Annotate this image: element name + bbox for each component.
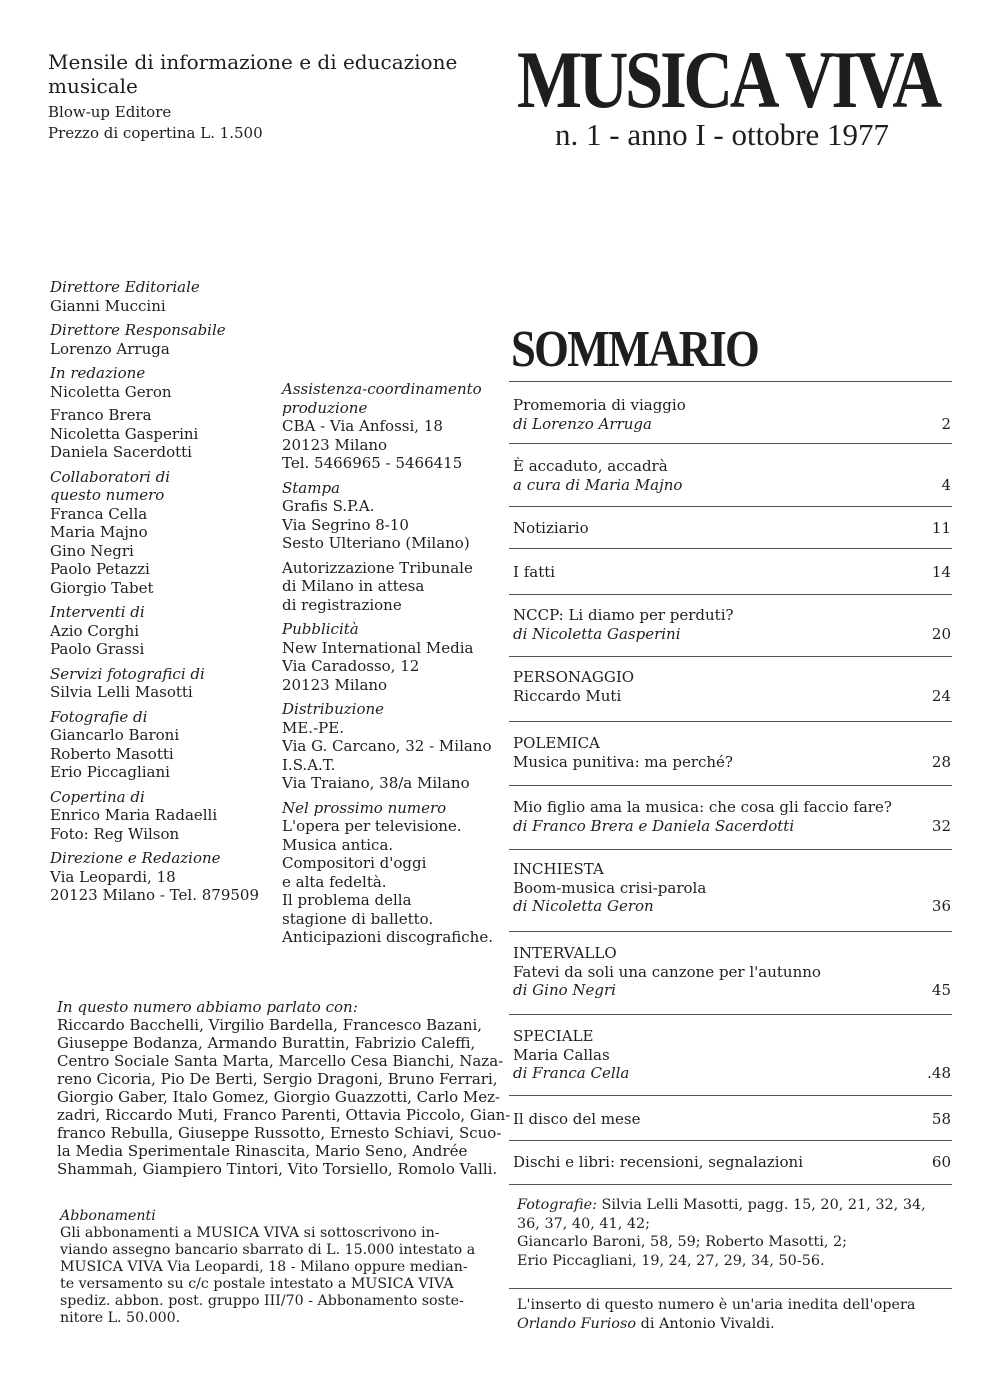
- entry-title: Fatevi da soli una canzone per l'autunno: [513, 962, 821, 981]
- entry-title: Musica punitiva: ma perché?: [513, 752, 733, 771]
- entry-section: INCHIESTA: [513, 860, 604, 878]
- credit-role: Direzione e Redazione: [50, 849, 221, 867]
- credit-direzione-redazione: [50, 849, 280, 905]
- credit-role: In redazione: [50, 364, 146, 382]
- entry-author: di Nicoletta Gasperini: [513, 624, 681, 643]
- credit-name: Paolo Petazzi: [50, 560, 150, 578]
- credit-name: Silvia Lelli Masotti: [50, 683, 193, 701]
- credit-redazione: [50, 364, 280, 462]
- credit-line: Sesto Ulteriano (Milano): [282, 534, 470, 552]
- credit-role: Nel prossimo numero: [282, 798, 447, 817]
- credit-fotografie: [50, 708, 280, 782]
- credit-line: stagione di balletto.: [282, 909, 434, 928]
- contents-entry[interactable]: [513, 396, 951, 433]
- credit-line: Compositori d'oggi: [282, 854, 427, 872]
- credit-role: Assistenza-coordinamento: [282, 380, 482, 398]
- credit-name: Paolo Grassi: [50, 640, 145, 658]
- interviewees-line: Giorgio Gaber, Italo Gomez, Giorgio Guazzotti, Carlo Mez-: [57, 1088, 501, 1106]
- credit-line: Via G. Carcano, 32 - Milano: [282, 737, 492, 755]
- cover-price: Prezzo di copertina L. 1.500: [48, 124, 263, 142]
- credit-line: e alta fedeltà.: [282, 872, 387, 891]
- credit-line: Tel. 5466965 - 5466415: [282, 454, 463, 472]
- contents-entry[interactable]: [513, 1110, 951, 1129]
- credit-name: Azio Corghi: [50, 621, 140, 640]
- insert-note: [517, 1296, 953, 1333]
- entry-title: Notiziario: [513, 519, 589, 537]
- credit-line: New International Media: [282, 638, 474, 657]
- credits-column-1: [50, 278, 280, 911]
- credit-autorizzazione: [282, 559, 507, 615]
- entry-title: Mio figlio ama la musica: che cosa gli faccio fare?: [513, 798, 892, 816]
- contents-entry[interactable]: [513, 563, 951, 582]
- entry-section: POLEMICA: [513, 734, 600, 752]
- insert-note-line: di Antonio Vivaldi.: [636, 1315, 775, 1332]
- credit-name: Giancarlo Baroni: [50, 726, 180, 744]
- credit-direttore-editoriale: [50, 278, 280, 315]
- photo-credits-line: Silvia Lelli Masotti, pagg. 15, 20, 21, 32, 34,: [596, 1197, 926, 1213]
- credit-role: Interventi di: [50, 603, 145, 621]
- interviewees-line: franco Rebulla, Giuseppe Russotto, Ernesto Schiavi, Scuo-: [57, 1124, 502, 1142]
- subscriptions-line: spediz. abbon. post. gruppo III/70 - Abbonamento soste-: [60, 1293, 464, 1309]
- divider: [509, 506, 952, 507]
- contents-entry[interactable]: [513, 860, 951, 916]
- divider: [509, 1140, 952, 1141]
- credit-name: Daniela Sacerdotti: [50, 443, 192, 461]
- issue-line: n. 1 - anno I - ottobre 1977: [555, 117, 890, 152]
- credit-prossimo-numero: [282, 799, 507, 947]
- divider: [509, 656, 952, 657]
- credit-role: Copertina di: [50, 787, 145, 806]
- entry-title: Il disco del mese: [513, 1110, 641, 1128]
- divider: [509, 849, 952, 850]
- contents-entry[interactable]: [513, 944, 951, 1000]
- entry-title: Maria Callas: [513, 1045, 610, 1064]
- entry-page: 14: [931, 563, 951, 581]
- contents-entry[interactable]: [513, 1153, 951, 1172]
- subscriptions-section: [60, 1208, 496, 1327]
- interviewees-line: la Media Sperimentale Rinascita, Mario Seno, Andrée: [57, 1142, 468, 1160]
- contents-entry[interactable]: [513, 457, 951, 494]
- entry-author: di Franca Cella: [513, 1064, 630, 1082]
- credit-line: ME.-PE.: [282, 718, 344, 737]
- divider: [509, 1288, 952, 1289]
- credit-name: Franca Cella: [50, 504, 148, 523]
- credit-role: Fotografie di: [50, 707, 148, 726]
- credit-role: Pubblicità: [282, 620, 359, 638]
- credit-role: produzione: [282, 398, 368, 417]
- interviewees-line: reno Cicoria, Pio De Berti, Sergio Dragoni, Bruno Ferrari,: [57, 1070, 498, 1088]
- divider: [509, 548, 952, 549]
- photo-credits-line: 36, 37, 40, 41, 42;: [517, 1215, 651, 1232]
- entry-title: I fatti: [513, 563, 556, 581]
- credit-name: Maria Majno: [50, 523, 148, 541]
- credit-name: Roberto Masotti: [50, 744, 174, 763]
- credit-copertina: [50, 788, 280, 844]
- interviewees-heading: In questo numero abbiamo parlato con:: [57, 998, 358, 1016]
- credit-line: CBA - Via Anfossi, 18: [282, 417, 443, 435]
- entry-section: SPECIALE: [513, 1027, 594, 1045]
- credits-column-2: [282, 380, 507, 953]
- divider: [509, 721, 952, 722]
- divider: [509, 785, 952, 786]
- credit-role: Distribuzione: [282, 700, 385, 718]
- contents-entry[interactable]: [513, 734, 951, 771]
- credit-line: di registrazione: [282, 595, 402, 614]
- entry-author: a cura di Maria Majno: [513, 475, 683, 494]
- subscriptions-line: nitore L. 50.000.: [60, 1310, 181, 1326]
- subscriptions-heading: Abbonamenti: [60, 1208, 156, 1224]
- credit-name: Nicoletta Gasperini: [50, 424, 199, 443]
- contents-title: SOMMARIO: [511, 321, 759, 378]
- credit-name: Franco Brera: [50, 406, 152, 424]
- credit-name: Enrico Maria Radaelli: [50, 806, 218, 824]
- credit-name: Lorenzo Arruga: [50, 339, 170, 358]
- photo-credits-label: Fotografie:: [517, 1197, 597, 1213]
- credit-pubblicita: [282, 620, 507, 694]
- credit-role: Direttore Responsabile: [50, 321, 226, 339]
- credit-line: Il problema della: [282, 891, 412, 909]
- credit-line: di Milano in attesa: [282, 577, 425, 595]
- masthead-info: [48, 50, 488, 144]
- photo-credits: [517, 1196, 953, 1270]
- publisher: Blow-up Editore: [48, 103, 172, 121]
- entry-page: 60: [931, 1153, 951, 1171]
- interviewees-line: Shammah, Giampiero Tintori, Vito Torsiello, Romolo Valli.: [57, 1160, 498, 1178]
- tagline-line-1: Mensile di informazione e di educazione: [48, 50, 458, 74]
- credit-line: Autorizzazione Tribunale: [282, 558, 473, 577]
- credit-line: Anticipazioni discografiche.: [282, 928, 493, 946]
- entry-page: 20: [931, 624, 951, 643]
- entry-page: 28: [931, 752, 951, 771]
- entry-page: 24: [931, 686, 951, 705]
- interviewees-line: zadri, Riccardo Muti, Franco Parenti, Ottavia Piccolo, Gian-: [57, 1106, 511, 1124]
- credit-name: Gino Negri: [50, 541, 134, 560]
- divider: [509, 1095, 952, 1096]
- entry-author: di Franco Brera e Daniela Sacerdotti: [513, 816, 795, 835]
- insert-opera-title: Orlando Furioso: [517, 1315, 637, 1332]
- contents-entry[interactable]: [513, 1027, 951, 1083]
- photo-credits-line: Giancarlo Baroni, 58, 59; Roberto Masotti, 2;: [517, 1234, 848, 1250]
- credit-line: 20123 Milano - Tel. 879509: [50, 886, 259, 904]
- credit-direttore-responsabile: [50, 321, 280, 358]
- credit-name: Gianni Muccini: [50, 296, 166, 315]
- divider: [509, 1014, 952, 1015]
- entry-page: 11: [931, 519, 951, 537]
- contents-entry[interactable]: [513, 668, 951, 705]
- credit-line: L'opera per televisione.: [282, 817, 462, 835]
- interviewees-line: Centro Sociale Santa Marta, Marcello Cesa Bianchi, Naza-: [57, 1052, 504, 1070]
- credit-role: Stampa: [282, 478, 341, 497]
- tagline-line-2: musicale: [48, 74, 138, 98]
- credit-line: 20123 Milano: [282, 435, 388, 454]
- entry-page: 2: [941, 414, 951, 433]
- credit-role: questo numero: [50, 486, 165, 504]
- entry-page: 32: [931, 816, 951, 835]
- credit-line: Via Leopardi, 18: [50, 867, 176, 886]
- entry-author: di Nicoletta Geron: [513, 897, 654, 915]
- entry-title: Boom-musica crisi-parola: [513, 878, 707, 897]
- credit-line: Via Caradosso, 12: [282, 657, 420, 675]
- credit-line: Via Traiano, 38/a Milano: [282, 774, 470, 792]
- entry-title: È accaduto, accadrà: [513, 457, 668, 475]
- credit-collaboratori: [50, 468, 280, 598]
- entry-author: di Lorenzo Arruga: [513, 414, 652, 433]
- credit-distribuzione: [282, 700, 507, 793]
- divider: [509, 931, 952, 932]
- insert-note-line: L'inserto di questo numero è un'aria inedita dell'opera: [517, 1297, 916, 1313]
- credit-name: Giorgio Tabet: [50, 578, 154, 597]
- interviewees-line: Riccardo Bacchelli, Virgilio Bardella, Francesco Bazani,: [57, 1016, 483, 1034]
- magazine-title: MUSICA VIVA: [517, 34, 939, 125]
- credit-line: Musica antica.: [282, 835, 394, 854]
- credit-line: 20123 Milano: [282, 675, 388, 694]
- entry-page: .48: [927, 1064, 951, 1082]
- subscriptions-line: te versamento su c/c postale intestato a MUSICA VIVA: [60, 1276, 454, 1292]
- credit-line: I.S.A.T.: [282, 755, 336, 774]
- credit-role: Direttore Editoriale: [50, 278, 200, 296]
- divider: [509, 1184, 952, 1185]
- credit-name: Foto: Reg Wilson: [50, 824, 180, 843]
- credit-interventi: [50, 603, 280, 659]
- subscriptions-line: viando assegno bancario sbarrato di L. 15.000 intestato a: [60, 1242, 476, 1258]
- contents-entry[interactable]: [513, 798, 951, 835]
- subscriptions-line: Gli abbonamenti a MUSICA VIVA si sottoscrivono in-: [60, 1225, 440, 1241]
- credit-role: Collaboratori di: [50, 467, 170, 486]
- divider: [509, 594, 952, 595]
- credit-stampa: [282, 479, 507, 553]
- credit-name: Erio Piccagliani: [50, 763, 170, 781]
- entry-page: 58: [931, 1110, 951, 1128]
- credit-role: Servizi fotografici di: [50, 664, 205, 683]
- entry-page: 4: [941, 475, 951, 494]
- interviewees-section: [57, 998, 511, 1178]
- entry-title: Dischi e libri: recensioni, segnalazioni: [513, 1153, 803, 1171]
- divider: [509, 381, 952, 382]
- credit-assistenza: [282, 380, 507, 473]
- entry-page: 36: [931, 897, 951, 915]
- photo-credits-line: Erio Piccagliani, 19, 24, 27, 29, 34, 50-56.: [517, 1252, 825, 1269]
- contents-entry[interactable]: [513, 519, 951, 538]
- entry-section: INTERVALLO: [513, 944, 617, 962]
- entry-author: di Gino Negri: [513, 981, 616, 999]
- divider: [509, 443, 952, 444]
- credit-line: Grafis S.P.A.: [282, 497, 375, 515]
- entry-section: PERSONAGGIO: [513, 668, 635, 686]
- interviewees-line: Giuseppe Bodanza, Armando Burattin, Fabrizio Caleffi,: [57, 1034, 476, 1052]
- subscriptions-line: MUSICA VIVA Via Leopardi, 18 - Milano oppure median-: [60, 1259, 468, 1275]
- credit-line: Via Segrino 8-10: [282, 515, 409, 534]
- entry-page: 45: [931, 981, 951, 999]
- entry-title: Promemoria di viaggio: [513, 396, 686, 414]
- entry-title: Riccardo Muti: [513, 686, 622, 705]
- credit-servizi-fotografici: [50, 665, 280, 702]
- contents-entry[interactable]: [513, 606, 951, 643]
- entry-title: NCCP: Li diamo per perduti?: [513, 606, 734, 624]
- credit-name: Nicoletta Geron: [50, 382, 172, 401]
